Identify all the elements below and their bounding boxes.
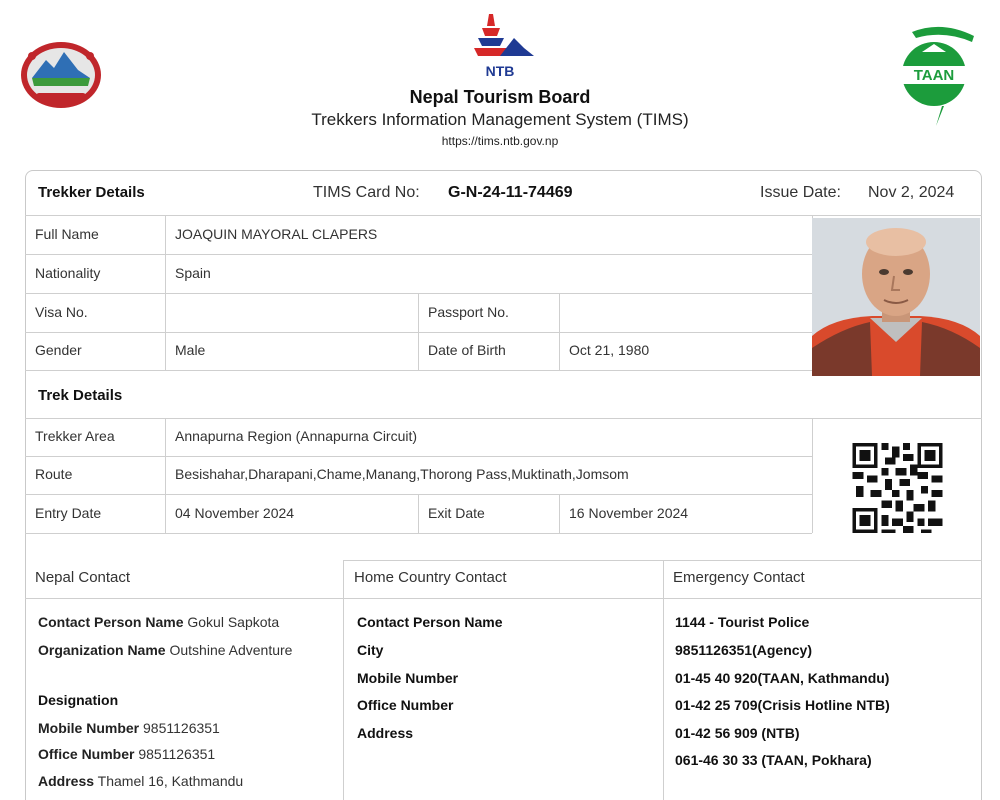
divider (25, 370, 812, 371)
nationality-value: Spain (175, 265, 211, 281)
exit-date-value: 16 November 2024 (569, 505, 689, 521)
divider (25, 456, 812, 457)
divider (25, 533, 812, 534)
emergency-line: 01-42 56 909 (NTB) (675, 725, 800, 741)
nepal-address-row (38, 773, 243, 789)
divider (418, 494, 419, 533)
svg-text:TAAN: TAAN (913, 67, 955, 84)
emergency-contact-title: Emergency Contact (673, 569, 805, 586)
gender-value: Male (175, 342, 206, 358)
nepal-org-row (38, 642, 292, 658)
emergency-line: 01-45 40 920(TAAN, Kathmandu) (675, 670, 890, 686)
home-office-label: Office Number (357, 697, 454, 713)
ntb-logo-icon (462, 8, 538, 80)
divider (165, 215, 166, 370)
divider (25, 418, 982, 419)
org-name: Nepal Tourism Board (409, 87, 591, 107)
office-value: 9851126351 (138, 746, 216, 762)
divider (663, 560, 664, 800)
issue-date-label: Issue Date: (760, 184, 841, 201)
full-name-value: JOAQUIN MAYORAL CLAPERS (175, 226, 378, 242)
route-value: Besishahar,Dharapani,Chame,Manang,Thorong Pass,Muktinath,Jomsom (175, 466, 629, 482)
address-value: Thamel 16, Kathmandu (97, 773, 244, 789)
system-name: Trekkers Information Management System (TIMS) (311, 110, 689, 129)
svg-text:NTB: NTB (485, 63, 515, 79)
divider (559, 293, 560, 370)
nepal-mobile-row (38, 720, 220, 736)
route-label: Route (35, 466, 73, 482)
emergency-line: 1144 - Tourist Police (675, 614, 810, 630)
entry-date-value: 04 November 2024 (175, 505, 295, 521)
person-photo-icon (812, 218, 980, 376)
divider (25, 215, 982, 216)
emergency-line: 061-46 30 33 (TAAN, Pokhara) (675, 752, 872, 768)
nepal-office-row (38, 746, 215, 762)
mobile-label: Mobile Number (38, 720, 140, 736)
trekker-details-title: Trekker Details (38, 184, 145, 201)
home-contact-title: Home Country Contact (354, 569, 507, 586)
gender-label: Gender (35, 342, 82, 358)
trekker-area-label: Trekker Area (35, 428, 115, 444)
emergency-line: 9851126351(Agency) (675, 642, 812, 658)
divider (812, 418, 813, 533)
card-no-value: G-N-24-11-74469 (448, 184, 573, 201)
nepal-contact-person-row (38, 614, 279, 630)
divider (165, 418, 166, 533)
divider (343, 560, 344, 800)
issue-date-value: Nov 2, 2024 (868, 184, 955, 201)
document-header (0, 0, 1000, 170)
divider (418, 293, 419, 370)
home-city-label: City (357, 642, 384, 658)
nationality-label: Nationality (35, 265, 101, 281)
entry-date-label: Entry Date (35, 505, 102, 521)
home-address-label: Address (357, 725, 414, 741)
divider (25, 598, 982, 599)
visa-label: Visa No. (35, 304, 88, 320)
trekker-area-value: Annapurna Region (Annapurna Circuit) (175, 428, 418, 444)
qr-code-icon (850, 443, 945, 533)
trek-details-title: Trek Details (38, 387, 123, 404)
card-no-label: TIMS Card No: (313, 184, 420, 201)
exit-date-label: Exit Date (428, 505, 485, 521)
trekker-photo (812, 218, 980, 376)
divider (559, 494, 560, 533)
dob-value: Oct 21, 1980 (569, 342, 650, 358)
org-name-value: Outshine Adventure (169, 642, 293, 658)
system-url[interactable]: https://tims.ntb.gov.np (441, 134, 559, 148)
nepal-contact-title: Nepal Contact (35, 569, 131, 586)
contact-person-label: Contact Person Name (38, 614, 184, 630)
emergency-line: 01-42 25 709(Crisis Hotline NTB) (675, 697, 890, 713)
divider (25, 254, 812, 255)
full-name-label: Full Name (35, 226, 99, 242)
contact-person-value: Gokul Sapkota (187, 614, 280, 630)
home-contact-person-label: Contact Person Name (357, 614, 503, 630)
org-name-label: Organization Name (38, 642, 166, 658)
address-label: Address (38, 773, 95, 789)
mobile-value: 9851126351 (143, 720, 220, 736)
designation-label: Designation (38, 692, 119, 708)
office-label: Office Number (38, 746, 135, 762)
passport-label: Passport No. (428, 304, 509, 320)
dob-label: Date of Birth (428, 342, 506, 358)
home-mobile-label: Mobile Number (357, 670, 459, 686)
